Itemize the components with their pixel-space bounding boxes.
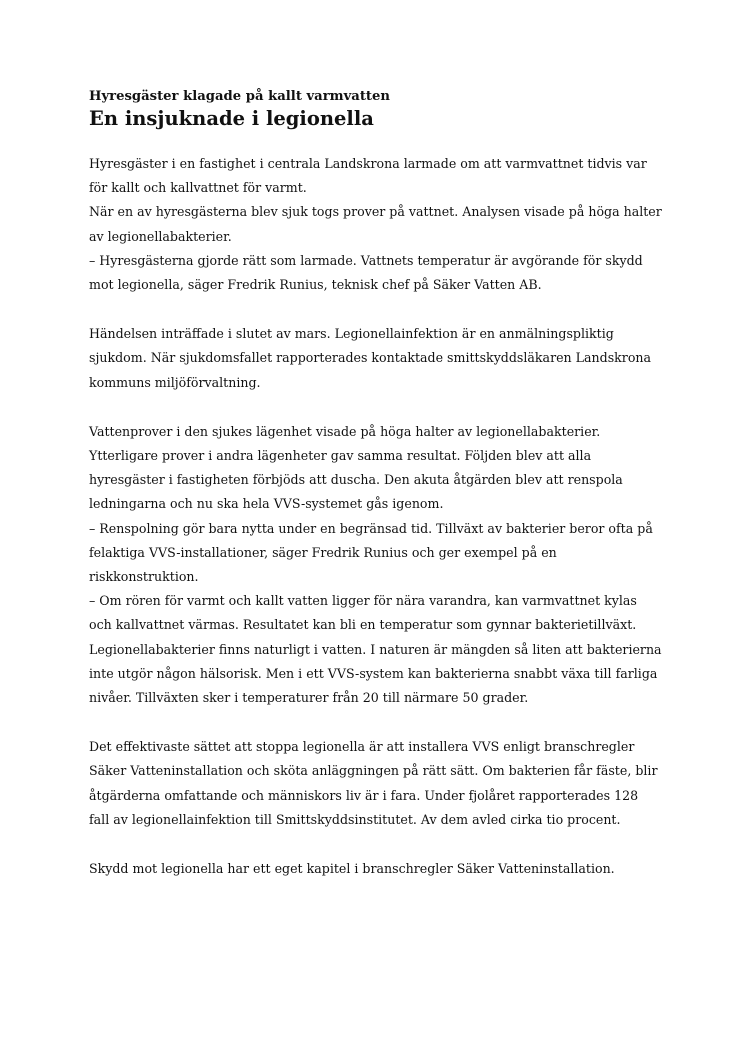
paragraph-line: – Renspolning gör bara nytta under en begränsad tid. Tillväxt av bakterier beror ofta på [89, 520, 653, 536]
article-kicker: Hyresgäster klagade på kallt varmvatten [89, 89, 390, 104]
article-paragraph [89, 735, 679, 832]
article-paragraph [89, 857, 679, 881]
paragraph-line: Skydd mot legionella har ett eget kapitel i branschregler Säker Vatteninstallation. [89, 861, 615, 877]
article-paragraph [89, 420, 679, 710]
article-paragraph [89, 322, 679, 395]
paragraph-line: Säker Vatteninstallation och sköta anläggningen på rätt sätt. Om bakterien får fäste, blir [89, 763, 658, 779]
paragraph-line: åtgärderna omfattande och människors liv är i fara. Under fjolåret rapporterades 128 [89, 787, 639, 803]
paragraph-line: Det effektivaste sättet att stoppa legionella är att installera VVS enligt branschregler [89, 739, 635, 755]
paragraph-line: Vattenprover i den sjukes lägenhet visade på höga halter av legionellabakterier. [89, 423, 601, 439]
paragraph-line: Legionellabakterier finns naturligt i vatten. I naturen är mängden så liten att bakterierna [89, 641, 662, 657]
paragraph-line: fall av legionellainfektion till Smittskyddsinstitutet. Av dem avled cirka tio procent. [89, 811, 621, 827]
paragraph-line: hyresgäster i fastigheten förbjöds att duscha. Den akuta åtgärden blev att renspola [89, 472, 623, 488]
paragraph-line: sjukdom. När sjukdomsfallet rapporterades kontaktade smittskyddsläkaren Landskrona [89, 350, 652, 366]
paragraph-line: nivåer. Tillväxten sker i temperaturer från 20 till närmare 50 grader. [89, 690, 529, 706]
paragraph-line: för kallt och kallvattnet för varmt. [89, 180, 307, 196]
paragraph-line: Händelsen inträffade i slutet av mars. Legionellainfektion är en anmälningspliktig [89, 326, 614, 342]
paragraph-line: ledningarna och nu ska hela VVS-systemet gås igenom. [89, 496, 444, 512]
paragraph-line: mot legionella, säger Fredrik Runius, teknisk chef på Säker Vatten AB. [89, 277, 542, 293]
paragraph-line: kommuns miljöförvaltning. [89, 374, 261, 390]
paragraph-line: När en av hyresgästerna blev sjuk togs prover på vattnet. Analysen visade på höga halter [89, 204, 662, 220]
paragraph-line: – Om rören för varmt och kallt vatten ligger för nära varandra, kan varmvattnet kylas [89, 593, 637, 609]
paragraph-line: inte utgör någon hälsorisk. Men i ett VVS-system kan bakterierna snabbt växa till farliga [89, 665, 658, 681]
paragraph-line: Ytterligare prover i andra lägenheter gav samma resultat. Följden blev att alla [89, 448, 592, 464]
document-page [89, 88, 679, 906]
paragraph-line: Hyresgäster i en fastighet i centrala Landskrona larmade om att varmvattnet tidvis var [89, 156, 647, 171]
paragraph-line: felaktiga VVS-installationer, säger Fredrik Runius och ger exempel på en [89, 544, 557, 560]
article-body [89, 152, 679, 881]
paragraph-line: av legionellabakterier. [89, 228, 232, 244]
paragraph-line: – Hyresgästerna gjorde rätt som larmade. Vattnets temperatur är avgörande för skydd [89, 252, 643, 268]
paragraph-line: riskkonstruktion. [89, 569, 199, 585]
article-headline: En insjuknade i legionella [89, 107, 374, 130]
article-paragraph [89, 152, 679, 297]
paragraph-line: och kallvattnet värmas. Resultatet kan bli en temperatur som gynnar bakterietillväxt. [89, 617, 637, 633]
